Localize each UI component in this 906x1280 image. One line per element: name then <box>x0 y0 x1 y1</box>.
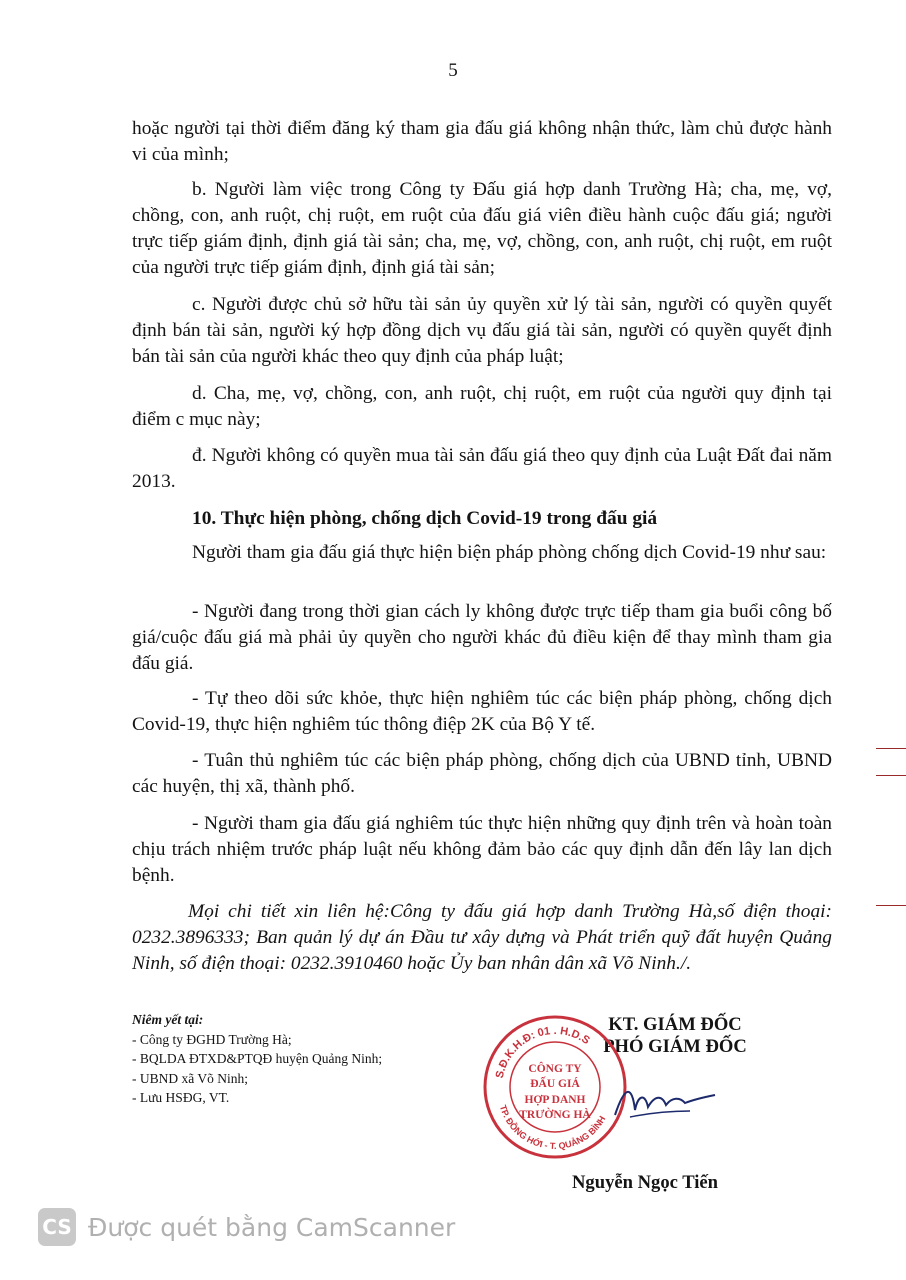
paragraph-dd: đ. Người không có quyền mua tài sản đấu giá theo quy định của Luật Đất đai năm 2013. <box>132 445 832 492</box>
signature-line-1: KT. GIÁM ĐỐC <box>608 1014 742 1035</box>
section-intro: Người tham gia đấu giá thực hiện biện pháp phòng chống dịch Covid-19 như sau: <box>192 542 827 563</box>
section-item-3: - Tuân thủ nghiêm túc các biện pháp phòng, chống dịch của UBND tỉnh, UBND các huyện, thị xã, thành phố. <box>132 750 832 797</box>
notice-item: - UBND xã Võ Ninh; <box>132 1070 248 1086</box>
section-item-2: - Tự theo dõi sức khỏe, thực hiện nghiêm túc các biện pháp phòng, chống dịch Covid-19, thực hiện nghiêm túc thông điệp 2K của Bộ Y tế. <box>132 688 832 735</box>
notice-item: - BQLDA ĐTXD&PTQĐ huyện Quảng Ninh; <box>132 1051 383 1066</box>
signer-name: Nguyễn Ngọc Tiến <box>572 1172 719 1193</box>
svg-text:CÔNG TY: CÔNG TY <box>528 1063 582 1075</box>
svg-text:TP. ĐỒNG HỚI - T. QUẢNG BÌNH: TP. ĐỒNG HỚI - T. QUẢNG BÌNH <box>497 1103 608 1152</box>
section-heading: 10. Thực hiện phòng, chống dịch Covid-19 trong đấu giá <box>192 508 658 529</box>
handwritten-signature <box>610 1075 720 1125</box>
svg-text:TRƯỜNG HÀ: TRƯỜNG HÀ <box>519 1109 591 1121</box>
svg-text:S.Đ.K.H.Đ: 01 . H.D.S: S.Đ.K.H.Đ: 01 . H.D.S <box>493 1024 592 1080</box>
company-seal-stamp <box>480 1012 630 1162</box>
contact-paragraph: Mọi chi tiết xin liên hệ:Công ty đấu giá hợp danh Trường Hà,số điện thoại: 0232.3896333; Ban quản lý dự án Đầu tư xây dựng và Phát triển quỹ đất huyện Quảng Ninh, số điện thoại: 0232.3910460 hoặc Ủy ban nhân dân xã Võ Ninh./. <box>132 901 832 974</box>
scan-edge-mark <box>876 748 906 749</box>
svg-text:ĐẤU GIÁ: ĐẤU GIÁ <box>530 1078 580 1090</box>
camscanner-logo-icon: CS <box>38 1208 76 1246</box>
camscanner-text: Được quét bằng CamScanner <box>88 1212 456 1242</box>
paragraph-continuation: hoặc người tại thời điểm đăng ký tham gia đấu giá không nhận thức, làm chủ được hành vi của mình; <box>132 118 832 165</box>
notice-block <box>132 1010 382 1108</box>
paragraph-d: d. Cha, mẹ, vợ, chồng, con, anh ruột, chị ruột, em ruột của người quy định tại điểm c mục này; <box>132 383 832 430</box>
notice-title: Niêm yết tại: <box>132 1012 204 1027</box>
scan-edge-mark <box>876 905 906 906</box>
paragraph-b: b. Người làm việc trong Công ty Đấu giá hợp danh Trường Hà; cha, mẹ, vợ, chồng, con, anh ruột, chị ruột, em ruột của đấu giá viên điều hành cuộc đấu giá; người trực tiếp giám định, định giá tài sản; cha, mẹ, vợ, chồng, con, anh ruột, chị ruột, em ruột của người trực tiếp giám định, định giá tài sản; <box>132 179 832 278</box>
page-number: 5 <box>448 60 458 81</box>
signature-line-2: PHÓ GIÁM ĐỐC <box>603 1036 747 1057</box>
section-item-4: - Người tham gia đấu giá nghiêm túc thực hiện những quy định trên và hoàn toàn chịu trách nhiệm trước pháp luật nếu không đảm bảo các quy định dẫn đến lây lan dịch bệnh. <box>132 813 832 886</box>
notice-item: - Công ty ĐGHD Trường Hà; <box>132 1031 292 1047</box>
notice-item: - Lưu HSĐG, VT. <box>132 1090 230 1105</box>
camscanner-watermark <box>38 1208 455 1246</box>
section-item-1: - Người đang trong thời gian cách ly không được trực tiếp tham gia buổi công bố giá/cuộc đấu giá mà phải ủy quyền cho người khác đủ điều kiện để thay mình tham gia đấu giá. <box>132 601 832 674</box>
scan-edge-mark <box>876 775 906 776</box>
paragraph-c: c. Người được chủ sở hữu tài sản ủy quyền xử lý tài sản, người có quyền quyết định bán tài sản, người ký hợp đồng dịch vụ đấu giá tài sản, người có quyền quyết định bán tài sản của người khác theo quy định của pháp luật; <box>132 294 832 367</box>
svg-text:HỢP DANH: HỢP DANH <box>524 1094 586 1106</box>
